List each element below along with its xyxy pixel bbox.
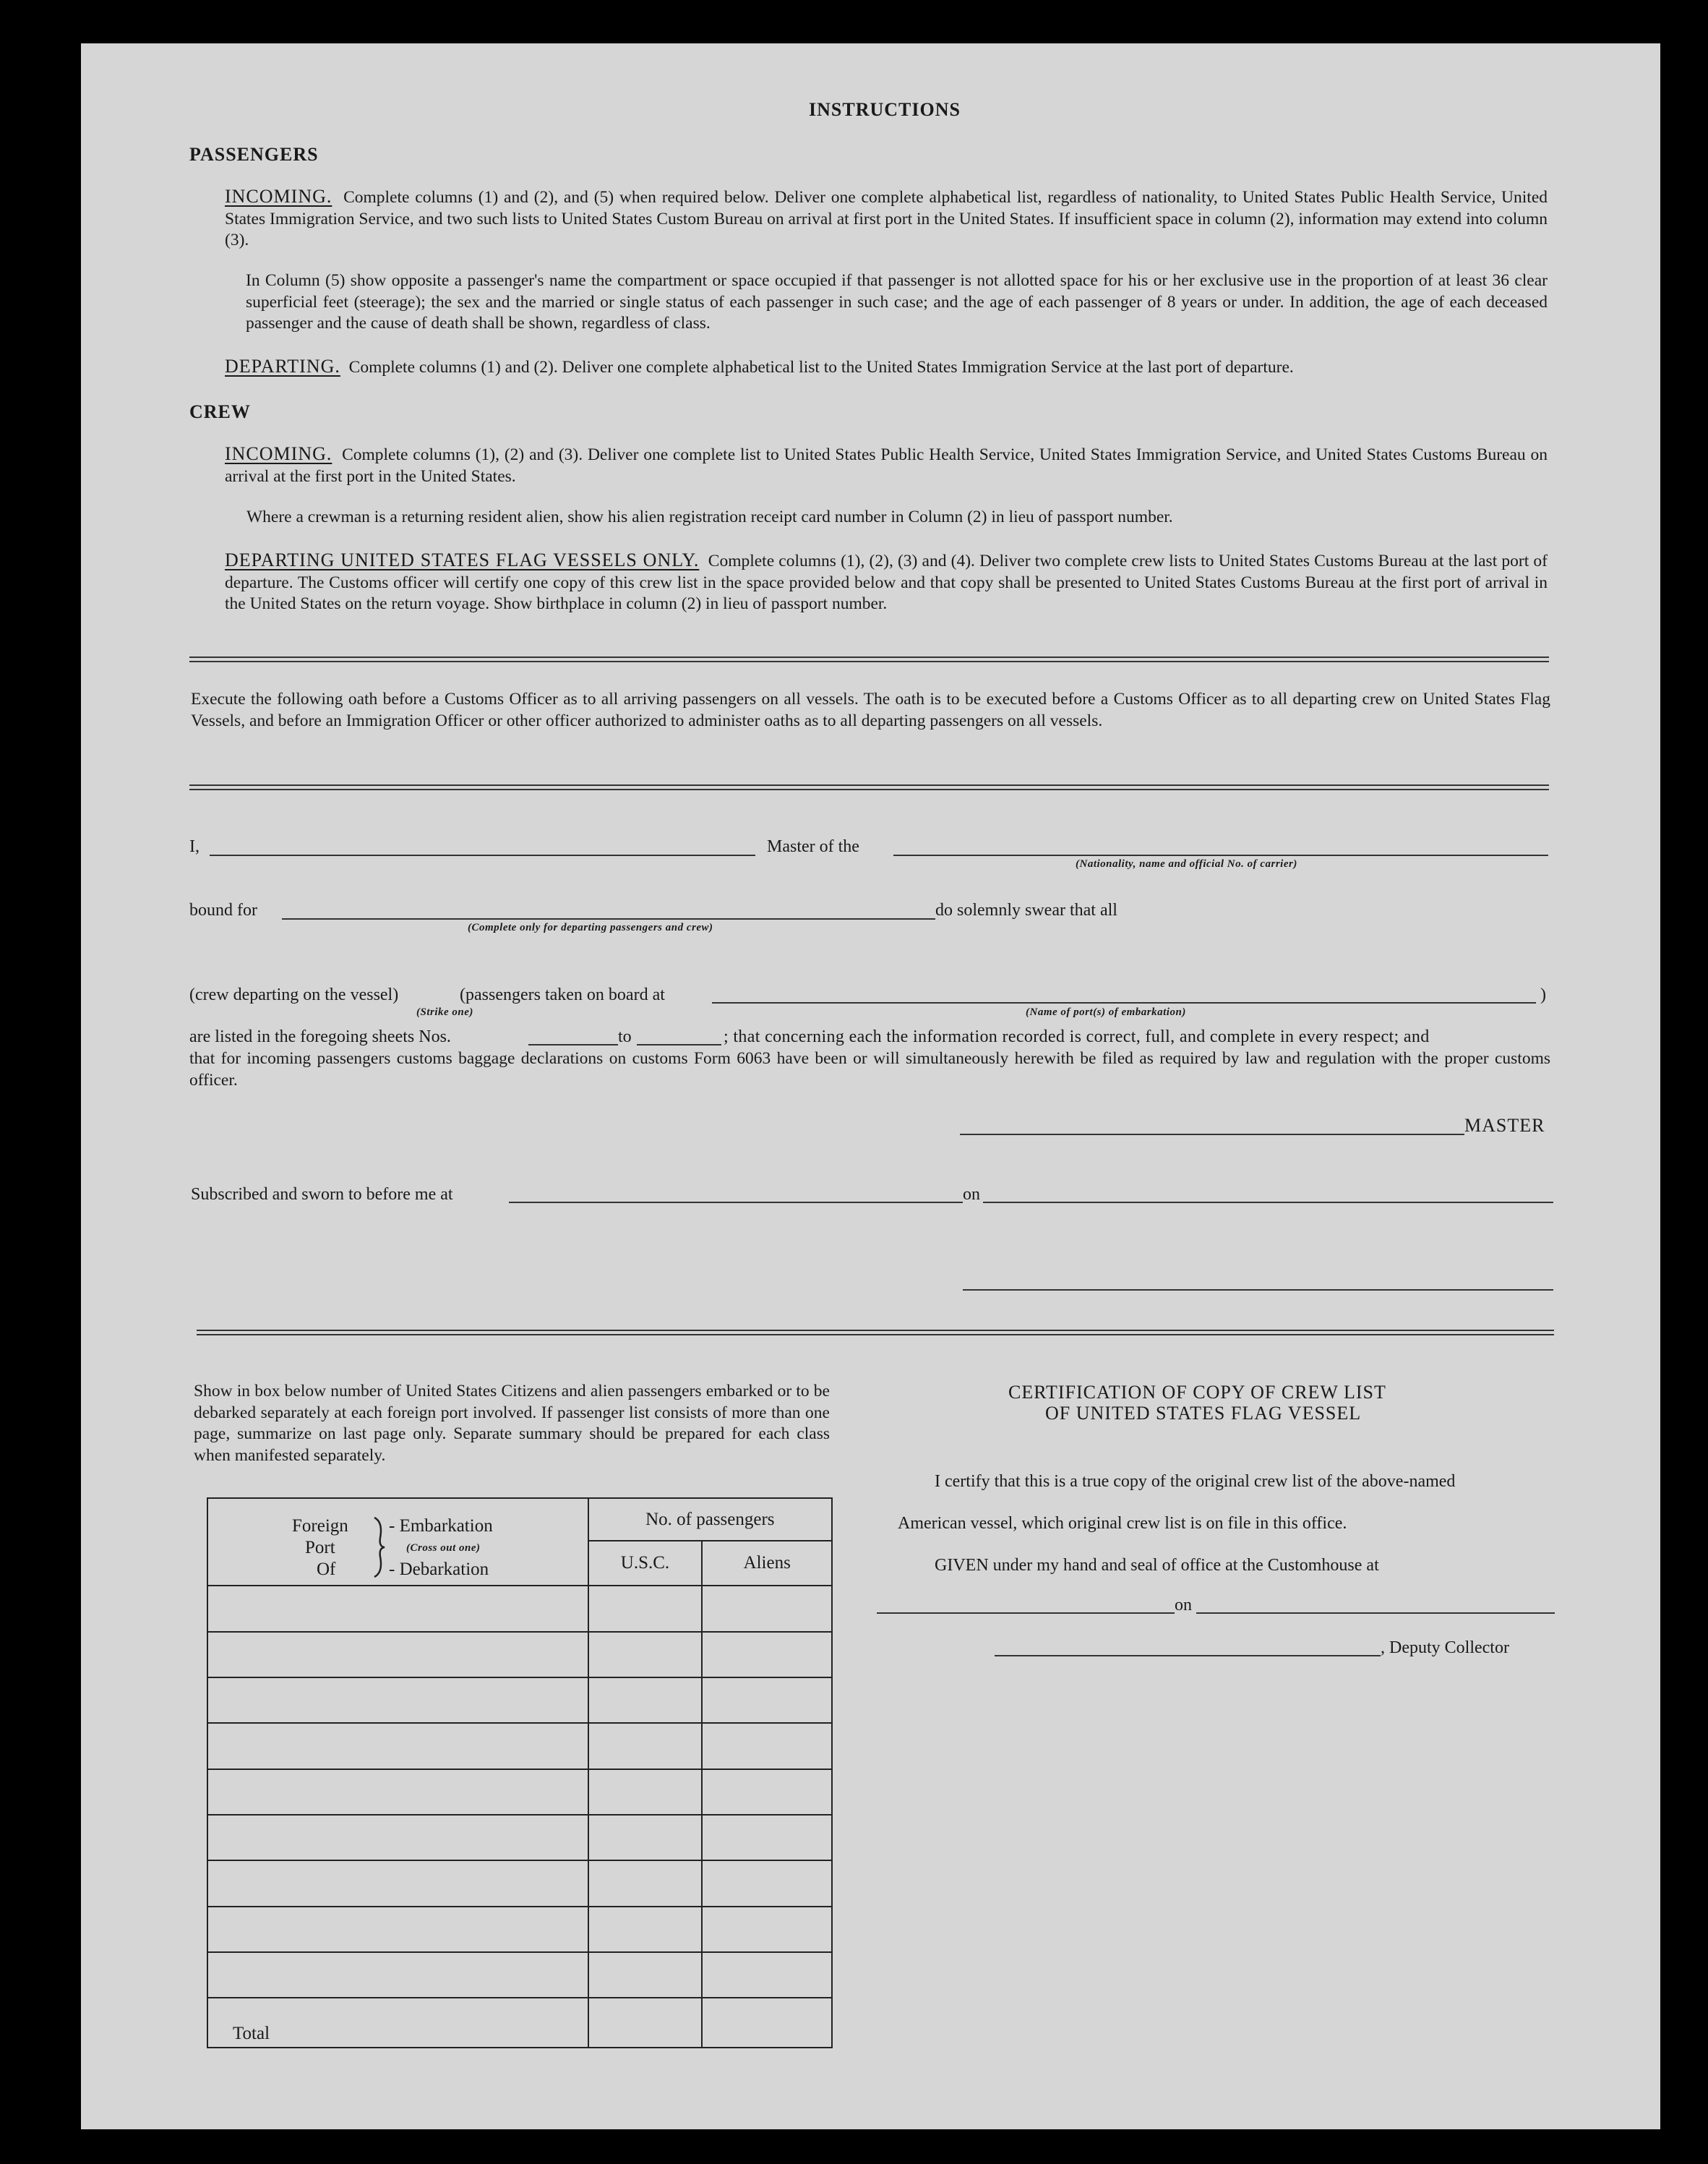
brace-icon — [372, 1516, 387, 1578]
of-label: Of — [317, 1559, 336, 1579]
total-row-label-cell — [207, 1998, 588, 2048]
sheet-to-field[interactable] — [637, 1044, 721, 1045]
customhouse-field[interactable] — [877, 1612, 1175, 1614]
aliens-cell[interactable] — [702, 1952, 832, 1998]
double-rule — [197, 1330, 1554, 1335]
master-label: MASTER — [1464, 1115, 1545, 1136]
embarkation-label: - Embarkation — [389, 1515, 493, 1536]
certification-on-word: on — [1175, 1596, 1192, 1615]
certify-line2: American vessel, which original crew list is on file in this office. — [898, 1514, 1347, 1533]
passengers-departing-label: DEPARTING. — [225, 356, 340, 377]
crew-departing-text: Complete columns (1), (2), (3) and (4). Deliver two complete crew lists to United States Customs Bureau at the last port of departure. The Customs officer will certify one copy of this crew list in the space provided below and that copy shall be presented to United States Customs Bureau at the first port of arrival in the United States on the return voyage. Show birthplace in column (2) in lieu of passport number. — [225, 552, 1548, 613]
foreign-label: Foreign — [292, 1515, 348, 1536]
oath-solemnly-swear: do solemnly swear that all — [935, 901, 1117, 920]
usc-cell[interactable] — [588, 1952, 703, 1998]
summary-instructions: Show in box below number of United States Citizens and alien passengers embarked or to be debarked separately at each foreign port involved. If passenger list consists of more than one page, summarize on last page only. Separate summary should be prepared for each class when manifested separately. — [194, 1382, 830, 1465]
passengers-heading: PASSENGERS — [189, 144, 319, 165]
sworn-date-field[interactable] — [983, 1202, 1553, 1203]
usc-cell[interactable] — [588, 1723, 703, 1769]
certification-title-line2: OF UNITED STATES FLAG VESSEL — [1045, 1403, 1362, 1424]
port-header-cell — [207, 1498, 588, 1586]
usc-cell[interactable] — [588, 1815, 703, 1860]
port-cell[interactable] — [207, 1586, 588, 1631]
ports-caption: (Name of port(s) of embarkation) — [1026, 1006, 1186, 1018]
aliens-cell[interactable] — [702, 1632, 832, 1677]
carrier-field[interactable] — [893, 855, 1548, 856]
instructions-title: INSTRUCTIONS — [809, 99, 961, 120]
crew-incoming-paragraph — [225, 443, 1548, 487]
master-signature-field[interactable] — [960, 1134, 1464, 1135]
certification-title-line1: CERTIFICATION OF COPY OF CREW LIST — [1008, 1382, 1386, 1403]
passengers-incoming-label: INCOMING. — [225, 186, 332, 207]
embarkation-ports-field[interactable] — [712, 1002, 1536, 1004]
oath-on-word: on — [963, 1185, 980, 1204]
deputy-signature-field[interactable] — [995, 1655, 1381, 1656]
oath-listed-rest: ; that concerning each the information recorded is correct, full, and complete in every respect; and — [724, 1027, 1430, 1046]
bound-for-field[interactable] — [282, 918, 935, 920]
oath-listed-text-2: that for incoming passengers customs baggage declarations on customs Form 6063 have been or will simultaneously herewith be filed as required by law and regulation with the proper customs officer. — [189, 1049, 1550, 1090]
certify-line1: I certify that this is a true copy of the original crew list of the above-named — [935, 1472, 1456, 1491]
crew-incoming-label: INCOMING. — [225, 443, 332, 464]
port-cell[interactable] — [207, 1723, 588, 1769]
oath-to-word: to — [618, 1027, 632, 1046]
nationality-caption: (Nationality, name and official No. of carrier) — [1076, 858, 1297, 870]
cross-out-caption: (Cross out one) — [406, 1541, 481, 1554]
total-label: Total — [233, 2024, 270, 2043]
passenger-summary-table — [207, 1497, 833, 2048]
strike-one-caption: (Strike one) — [416, 1006, 473, 1018]
port-cell[interactable] — [207, 1815, 588, 1860]
usc-header: U.S.C. — [588, 1541, 703, 1586]
oath-subscribed: Subscribed and sworn to before me at — [191, 1185, 453, 1204]
crew-departing-paragraph — [225, 549, 1548, 615]
oath-master-of-the: Master of the — [767, 837, 859, 856]
usc-cell[interactable] — [588, 1860, 703, 1906]
port-cell[interactable] — [207, 1907, 588, 1952]
deputy-collector-label: , Deputy Collector — [1381, 1638, 1509, 1657]
oath-intro: Execute the following oath before a Customs Officer as to all arriving passengers on all vessels. The oath is to be executed before a Customs Officer as to all departing crew on United States Flag Vessels, and before an Immigration Officer or other officer authorized to administer oaths as to all departing passengers on all vessels. — [191, 690, 1550, 730]
passengers-departing-text: Complete columns (1) and (2). Deliver one complete alphabetical list to the United States Immigration Service at the last port of departure. — [348, 358, 1294, 377]
crew-heading: CREW — [189, 401, 251, 422]
sheet-from-field[interactable] — [528, 1044, 618, 1045]
sworn-place-field[interactable] — [509, 1202, 963, 1203]
port-cell[interactable] — [207, 1769, 588, 1815]
passengers-incoming-paragraph — [225, 186, 1548, 252]
aliens-cell[interactable] — [702, 1586, 832, 1631]
passengers-column5-text: In Column (5) show opposite a passenger's name the compartment or space occupied if that passenger is not allotted space for his or her exclusive use in the proportion of at least 36 clear superficial feet (steerage); the sex and the married or single status of each passenger in such case; and the age of each passenger of 8 years or under. In addition, the age of each deceased passenger and the cause of death shall be shown, regardless of class. — [246, 271, 1548, 333]
aliens-cell[interactable] — [702, 1769, 832, 1815]
aliens-cell[interactable] — [702, 1677, 832, 1723]
port-cell[interactable] — [207, 1860, 588, 1906]
aliens-cell[interactable] — [702, 1723, 832, 1769]
passengers-incoming-text: Complete columns (1) and (2), and (5) when required below. Deliver one complete alphabetical list, regardless of nationality, to United States Public Health Service, United States Immigration Service, and two such lists to United States Custom Bureau on arrival at first port in the United States. If insufficient space in column (2), information may extend into column (3). — [225, 188, 1548, 249]
debarkation-label: - Debarkation — [389, 1559, 489, 1579]
no-of-passengers-header: No. of passengers — [588, 1498, 832, 1541]
port-cell[interactable] — [207, 1677, 588, 1723]
officer-signature-field[interactable] — [963, 1289, 1553, 1291]
crew-departing-label: DEPARTING UNITED STATES FLAG VESSELS ONLY. — [225, 549, 700, 570]
bound-caption: (Complete only for departing passengers and crew) — [468, 922, 713, 933]
aliens-total-cell[interactable] — [702, 1998, 832, 2048]
usc-cell[interactable] — [588, 1907, 703, 1952]
usc-cell[interactable] — [588, 1632, 703, 1677]
oath-passengers-taken: (passengers taken on board at — [460, 985, 665, 1004]
given-text: GIVEN under my hand and seal of office at the Customhouse at — [935, 1556, 1379, 1575]
usc-cell[interactable] — [588, 1769, 703, 1815]
usc-cell[interactable] — [588, 1586, 703, 1631]
aliens-cell[interactable] — [702, 1907, 832, 1952]
oath-listed-start: are listed in the foregoing sheets Nos. — [189, 1027, 451, 1046]
aliens-cell[interactable] — [702, 1815, 832, 1860]
aliens-cell[interactable] — [702, 1860, 832, 1906]
double-rule — [189, 784, 1549, 790]
port-label: Port — [305, 1537, 335, 1557]
port-cell[interactable] — [207, 1632, 588, 1677]
oath-bound-for: bound for — [189, 901, 257, 920]
oath-close-paren: ) — [1540, 985, 1546, 1004]
oath-crew-departing: (crew departing on the vessel) — [189, 985, 399, 1004]
master-name-field[interactable] — [210, 855, 755, 856]
aliens-header: Aliens — [702, 1541, 832, 1586]
double-rule — [189, 657, 1549, 662]
certification-date-field[interactable] — [1196, 1612, 1555, 1614]
oath-i-label: I, — [189, 837, 199, 856]
usc-cell[interactable] — [588, 1677, 703, 1723]
crew-incoming-text: Complete columns (1), (2) and (3). Deliver one complete list to United States Public Health Service, United States Immigration Service, and United States Customs Bureau on arrival at the first port in the United States. — [225, 445, 1548, 486]
crew-resident-text: Where a crewman is a returning resident alien, show his alien registration receipt card number in Column (2) in lieu of passport number. — [246, 508, 1173, 526]
port-cell[interactable] — [207, 1952, 588, 1998]
usc-total-cell[interactable] — [588, 1998, 703, 2048]
passengers-departing-paragraph — [225, 356, 1555, 379]
